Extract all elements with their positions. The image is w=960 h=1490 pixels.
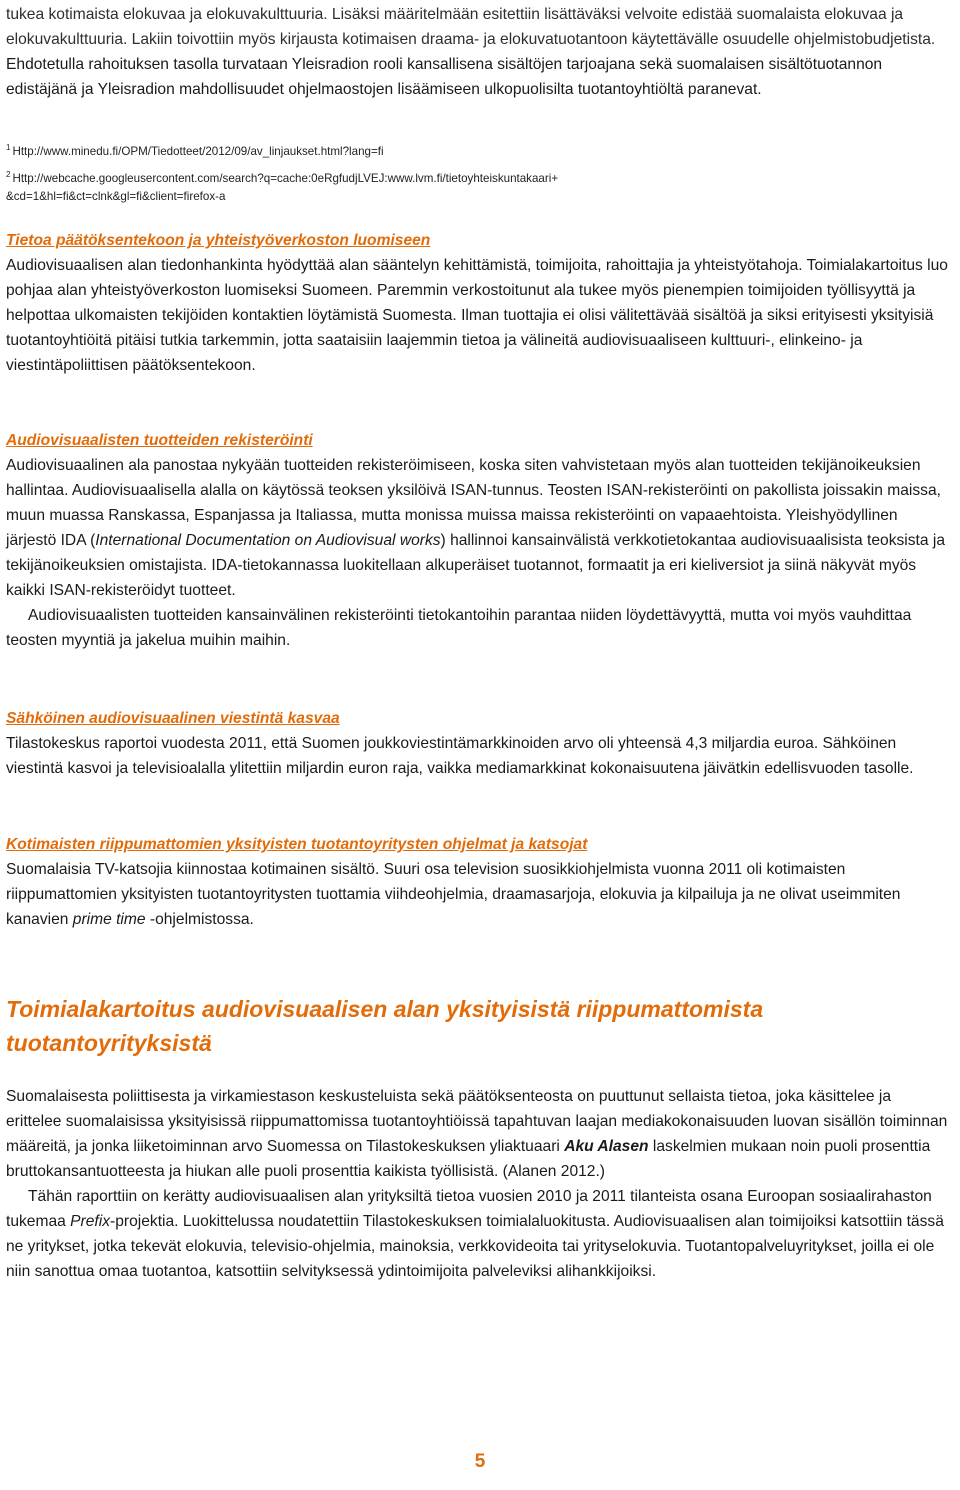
body-text: -projektia. Luokittelussa noudatettiin Tilastokeskuksen toimialaluokitusta. Audiovisuaalisen alan toimijoiksi katsottiin tässä ne yritykset, jotka tekevät elokuvia, televisio-ohjelmia, mainoksia, verkkovideoita tai yrityselokuvia. Tuotantopalveluyritykset, joilla ei ole niin sanottua omaa tuotantoa, katsottiin selvityksessä ydintoimijoita palveleviksi alihankkijoiksi. (6, 1213, 944, 1280)
page-number: 5 (474, 1451, 486, 1472)
chapter-heading-block (6, 992, 950, 1060)
footnote-mark: 2 (6, 170, 11, 179)
body-text: ) hallinnoi kansainvälistä verkkotietokantaa audiovisuaalisista teoksista ja tekijänoikeuksien omistajista. IDA-tietokannassa luokitellaan alkuperäiset tuotannot, formaatit ja eri kieliversiot ja siinä näkyvät myös kaikki ISAN-rekisteröidyt tuotteet. (6, 532, 946, 599)
footnote-2-continued (6, 189, 950, 204)
chapter-heading: Toimialakartoitus audiovisuaalisen alan yksityisistä riippumattomista tuotantoyrityksistä (6, 996, 764, 1056)
chapter-paragraph (6, 1184, 950, 1284)
footnote-mark: 1 (6, 143, 11, 152)
section-body: Tilastokeskus raportoi vuodesta 2011, että Suomen joukkoviestintämarkkinoiden arvo oli yhteensä 4,3 miljardia euroa. Sähköinen viestintä kasvoi ja televisioalalla ylitettiin miljardin euron raja, vaikka mediamarkkinat kokonaisuutena jäivätkin edellisvuoden tasolle. (6, 735, 914, 777)
footnote-link[interactable]: &cd=1&hl=fi&ct=clnk&gl=fi&client=firefox-a (6, 190, 226, 203)
section-heading: Kotimaisten riippumattomien yksityisten tuotantoyritysten ohjelmat ja katsojat (6, 836, 588, 853)
footnotes (6, 140, 950, 204)
footnote-2 (6, 167, 950, 186)
body-text: Tähän raporttiin on kerätty audiovisuaalisen alan yrityksiltä tietoa vuosien 2010 ja 2011 tilanteista osana Euroopan sosiaalirahaston tukemaa (6, 1188, 932, 1230)
body-text: Suomalaisesta poliittisesta ja virkamiestason keskusteluista sekä päätöksenteosta on puuttunut sellaista tietoa, joka käsittelee ja erittelee suomalaisissa yksityisissä riippumattomissa tuotantoyhtiöissä tapahtuvan laajan mediakokonaisuuden luovan sisällön toiminnan määreitä, ja jonka liiketoiminnan arvo Suomessa on Tilastokeskuksen yliaktuaari (6, 1088, 948, 1155)
intro-text-part-1: tukea kotimaista elokuvaa ja elokuvakulttuuria. Lisäksi määritelmään esitettiin lisättäväksi velvoite edistää suomalaista elokuvaa ja elokuvakulttuuria. Lakiin toivottiin myös kirjausta kotimaisen draama- ja elokuvatuotantoon käytettävälle osuudelle ohjelmistobudjetista. (6, 6, 936, 48)
section-heading: Audiovisuaalisten tuotteiden rekisteröinti (6, 432, 313, 449)
intro-text-part-2: Ehdotetulla rahoituksen tasolla turvataan Yleisradion rooli kansallisena sisältöjen tarjoajana sekä suomalaisen sisältötuotannon edistäjänä ja Yleisradion mahdollisuudet ohjelmaostojen lisäämiseen ulkopuolisilta tuotantoyhtiöltä paranevat. (6, 56, 883, 98)
section-body: Audiovisuaalisten tuotteiden kansainvälinen rekisteröinti tietokantoihin parantaa niiden löydettävyyttä, mutta voi myös vauhdittaa teosten myyntiä ja jakelua muihin maihin. (6, 607, 912, 649)
section-heading: Tietoa päätöksentekoon ja yhteistyöverkoston luomiseen (6, 232, 431, 249)
section-body (6, 857, 950, 932)
body-italic-text: Prefix (70, 1213, 111, 1230)
section-decision-making (6, 228, 950, 378)
body-text: -ohjelmistossa. (145, 911, 254, 928)
body-text: Audiovisuaalinen ala panostaa nykyään tuotteiden rekisteröimiseen, koska siten vahvistetaan myös alan tuotteiden tekijänoikeuksien hallintaa. Audiovisuaalisella alalla on käytössä teoksen yksilöivä ISAN-tunnus. Teosten ISAN-rekisteröinti on pakollista joissakin maissa, muun muassa Ranskassa, Espanjassa ja Italiassa, mutta monissa muissa maissa rekisteröinti on vapaaehtoista. Yleishyödyllinen järjestö IDA ( (6, 457, 941, 549)
section-registration (6, 428, 950, 653)
footnote-link[interactable]: Http://webcache.googleusercontent.com/search?q=cache:0eRgfudjLVEJ:www.lvm.fi/tietoyhteiskuntakaari+ (12, 172, 559, 185)
section-heading: Sähköinen audiovisuaalinen viestintä kasvaa (6, 710, 340, 727)
section-body: Audiovisuaalisen alan tiedonhankinta hyödyttää alan sääntelyn kehittämistä, toimijoita, rahoittajia ja yhteistyötahoja. Toimialakartoitus luo pohjaa alan yhteistyöverkoston luomiseksi Suomeen. Paremmin verkostoitunut ala tukee myös pienempien toimijoiden työllisyyttä ja helpottaa ulkomaisten tekijöiden kontaktien löytämistä Suomesta. Ilman tuottajia ei olisi välitettävää sisältöä ja siksi erityisesti yksityisiä tuotantoyhtiöitä pitäisi tutkia tarkemmin, jotta saataisiin laajemmin tietoa ja välineitä audiovisuaaliseen kulttuuri-, elinkeino- ja viestintäpoliittisen päätöksentekoon. (6, 257, 948, 374)
body-text: laskelmien mukaan noin puoli prosenttia bruttokansantuotteesta ja hiukan alle puoli prosenttia kaikista työllisistä. (Alanen 2012.) (6, 1138, 931, 1180)
footnote-link[interactable]: Http://www.minedu.fi/OPM/Tiedotteet/2012/09/av_linjaukset.html?lang=fi (12, 145, 384, 158)
body-italic-text: prime time (72, 911, 146, 928)
chapter-body (6, 1084, 950, 1284)
intro-paragraph (6, 2, 950, 102)
section-body (6, 453, 950, 603)
section-domestic-programs (6, 832, 950, 932)
body-italic-text: International Documentation on Audiovisual works (95, 532, 441, 549)
body-text: Suomalaisia TV-katsojia kiinnostaa kotimainen sisältö. Suuri osa television suosikkiohjelmista vuonna 2011 oli kotimaisten riippumattomien yksityisten tuotantoyritysten tuottamia viihdeohjelmia, draamasarjoja, elokuvia ja kilpailuja ja ne olivat useimmiten kanavien (6, 861, 901, 928)
chapter-paragraph (6, 1084, 950, 1184)
body-bold-italic-text: Aku Alasen (564, 1138, 649, 1155)
section-electronic-communication (6, 706, 950, 781)
footnote-1 (6, 140, 950, 159)
